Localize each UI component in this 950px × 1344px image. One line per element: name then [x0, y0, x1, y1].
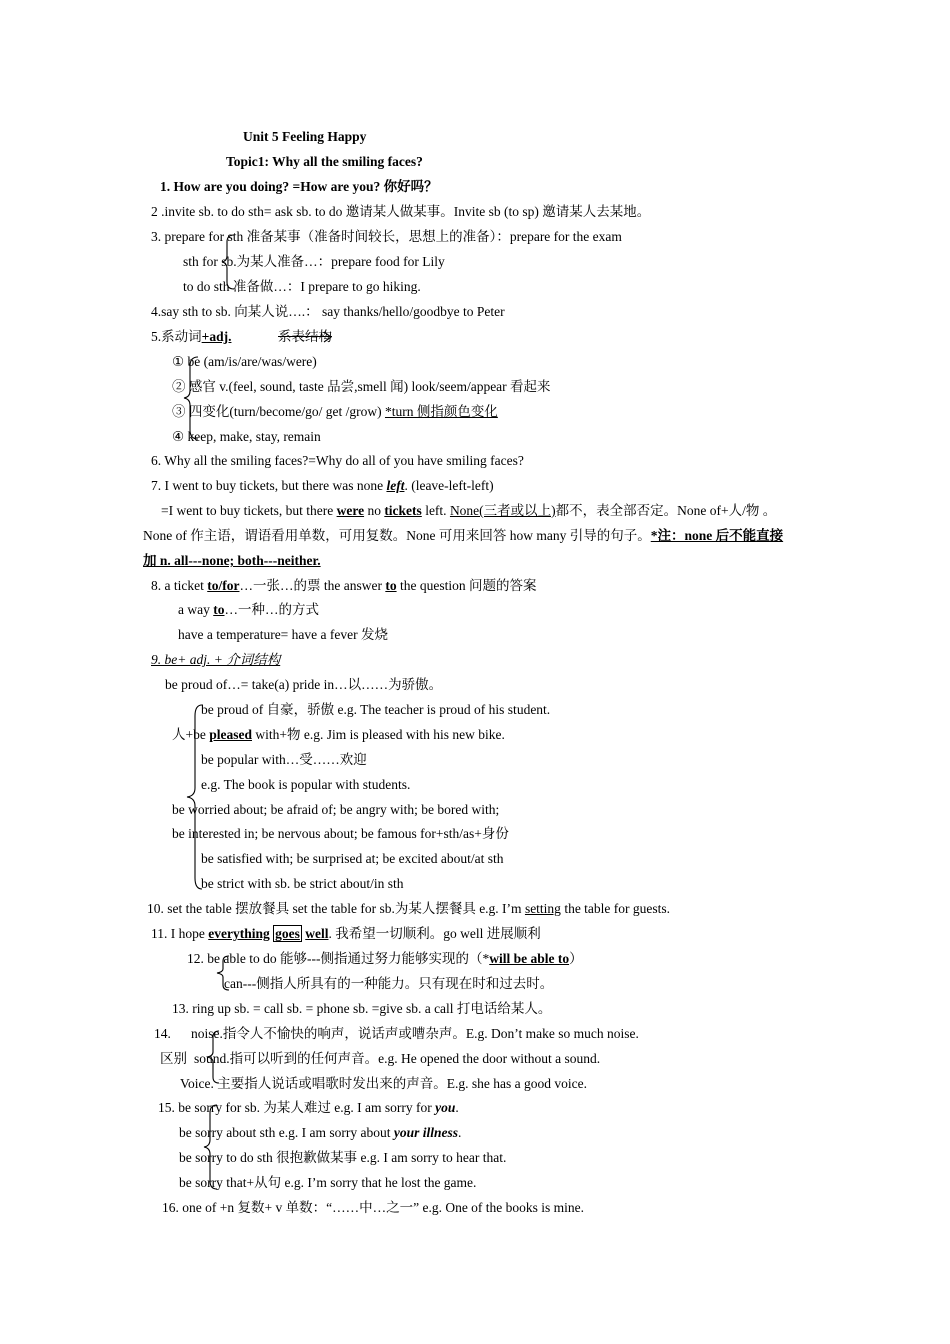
note-item-5-struct: 系表结构 — [278, 329, 332, 344]
note-item-14-label: 区别 — [160, 1051, 187, 1066]
note-item-3-line-1: 3. prepare for sth 准备某事（准备时间较长，思想上的准备）：prepare for the exam — [151, 229, 622, 244]
note-item-12-line-1: 12. be able to do 能够---侧指通过努力能够实现的（*will be able to） — [187, 951, 583, 966]
note-item-7-line-2: =I went to buy tickets, but there were no tickets left. None(三者或以上)都不，表全部否定。None of+人/物 。 — [161, 503, 777, 518]
note-item-9-line-3: 人+be pleased with+物 e.g. Jim is pleased with his new bike. — [172, 727, 505, 742]
note-item-9-line-7: be interested in; be nervous about; be famous for+sth/as+身份 — [172, 826, 509, 841]
note-item-16: 16. one of +n 复数+ v 单数：“……中…之一” e.g. One of the books is mine. — [162, 1200, 585, 1215]
note-item-14-line-1: noise.指令人不愉快的响声，说话声或嘈杂声。E.g. Don’t make so much noise. — [191, 1026, 639, 1041]
note-item-9-head: 9. be+ adj. + 介词结构 — [151, 652, 281, 667]
note-item-9-line-8: be satisfied with; be surprised at; be excited about/at sth — [201, 851, 504, 866]
brace-icon — [217, 955, 231, 991]
brace-icon — [207, 1030, 221, 1084]
brace-icon — [187, 704, 205, 890]
note-item-13: 13. ring up sb. = call sb. = phone sb. =give sb. a call 打电话给某人。 — [172, 1001, 552, 1016]
note-item-9-line-2: be proud of 自豪，骄傲 e.g. The teacher is proud of his student. — [201, 702, 551, 717]
note-item-1: 1. How are you doing? =How are you? 你好吗？ — [160, 179, 438, 194]
note-item-5-line-2: ② 感官 v.(feel, sound, taste 品尝,smell 闻) look/seem/appear 看起来 — [172, 379, 551, 394]
note-item-8-line-1: 8. a ticket to/for…一张…的票 the answer to the question 问题的答案 — [151, 578, 537, 593]
note-item-15-line-2: be sorry about sth e.g. I am sorry about your illness. — [179, 1125, 462, 1140]
note-item-2: 2 .invite sb. to do sth= ask sb. to do 邀请某人做某事。Invite sb (to sp) 邀请某人去某地。 — [151, 204, 651, 219]
note-item-5-line-4: ④ keep, make, stay, remain — [172, 429, 321, 444]
note-item-7-line-3: None of 作主语，谓语看用单数，可用复数。None 可用来回答 how many 引导的句子。*注：none 后不能直接 — [143, 528, 784, 543]
note-item-11: 11. I hope everything goes well. 我希望一切顺利。go well 进展顺利 — [151, 926, 541, 941]
note-item-15-line-3: be sorry to do sth 很抱歉做某事 e.g. I am sorry to hear that. — [179, 1150, 507, 1165]
note-item-15-line-1: 15. be sorry for sb. 为某人难过 e.g. I am sorry for you. — [158, 1100, 459, 1115]
note-item-7-line-4: 加 n. all---none; both---neither. — [143, 553, 321, 568]
note-item-9-line-6: be worried about; be afraid of; be angry with; be bored with; — [172, 802, 500, 817]
brace-icon — [184, 356, 200, 440]
note-item-3-line-2: sth for sb.为某人准备…：prepare food for Lily — [183, 254, 445, 269]
brace-icon — [222, 234, 238, 290]
note-item-9-line-4: be popular with…受……欢迎 — [201, 752, 367, 767]
note-item-9-line-9: be strict with sb. be strict about/in sth — [201, 876, 404, 891]
note-item-9-line-5: e.g. The book is popular with students. — [201, 777, 411, 792]
note-item-14-line-3: Voice. 主要指人说话或唱歌时发出来的声音。E.g. she has a good voice. — [180, 1076, 587, 1091]
note-item-15-line-4: be sorry that+从句 e.g. I’m sorry that he lost the game. — [179, 1175, 477, 1190]
brace-icon — [204, 1104, 220, 1190]
note-item-7-line-1: 7. I went to buy tickets, but there was none left. (leave-left-left) — [151, 478, 494, 493]
note-item-8-line-3: have a temperature= have a fever 发烧 — [178, 627, 389, 642]
note-item-12-line-2: can---侧指人所具有的一种能力。只有现在时和过去时。 — [224, 976, 554, 991]
note-item-10: 10. set the table 摆放餐具 set the table for sb.为某人摆餐具 e.g. I’m setting the table for guests. — [147, 901, 671, 916]
note-item-3-line-3: to do sth 准备做…：I prepare to go hiking. — [183, 279, 421, 294]
note-item-9-line-1: be proud of…= take(a) pride in…以……为骄傲。 — [165, 677, 443, 692]
arrow-icon — [322, 331, 334, 343]
note-item-6: 6. Why all the smiling faces?=Why do all of you have smiling faces? — [151, 453, 524, 468]
unit-title: Unit 5 Feeling Happy — [243, 129, 367, 144]
note-item-4: 4.say sth to sb. 向某人说….： say thanks/hello/goodbye to Peter — [151, 304, 505, 319]
note-item-5-head: 5.系动词+adj. — [151, 329, 232, 344]
note-item-5-line-3: ③ 四变化(turn/become/go/ get /grow) *turn 侧指颜色变化 — [172, 404, 498, 419]
topic-title: Topic1: Why all the smiling faces? — [226, 154, 423, 169]
note-item-14-number: 14. — [154, 1026, 171, 1041]
note-item-14-line-2: sound.指可以听到的任何声音。e.g. He opened the door without a sound. — [194, 1051, 601, 1066]
note-item-8-line-2: a way to…一种…的方式 — [178, 602, 319, 617]
note-item-5-line-1: ① be (am/is/are/was/were) — [172, 354, 317, 369]
